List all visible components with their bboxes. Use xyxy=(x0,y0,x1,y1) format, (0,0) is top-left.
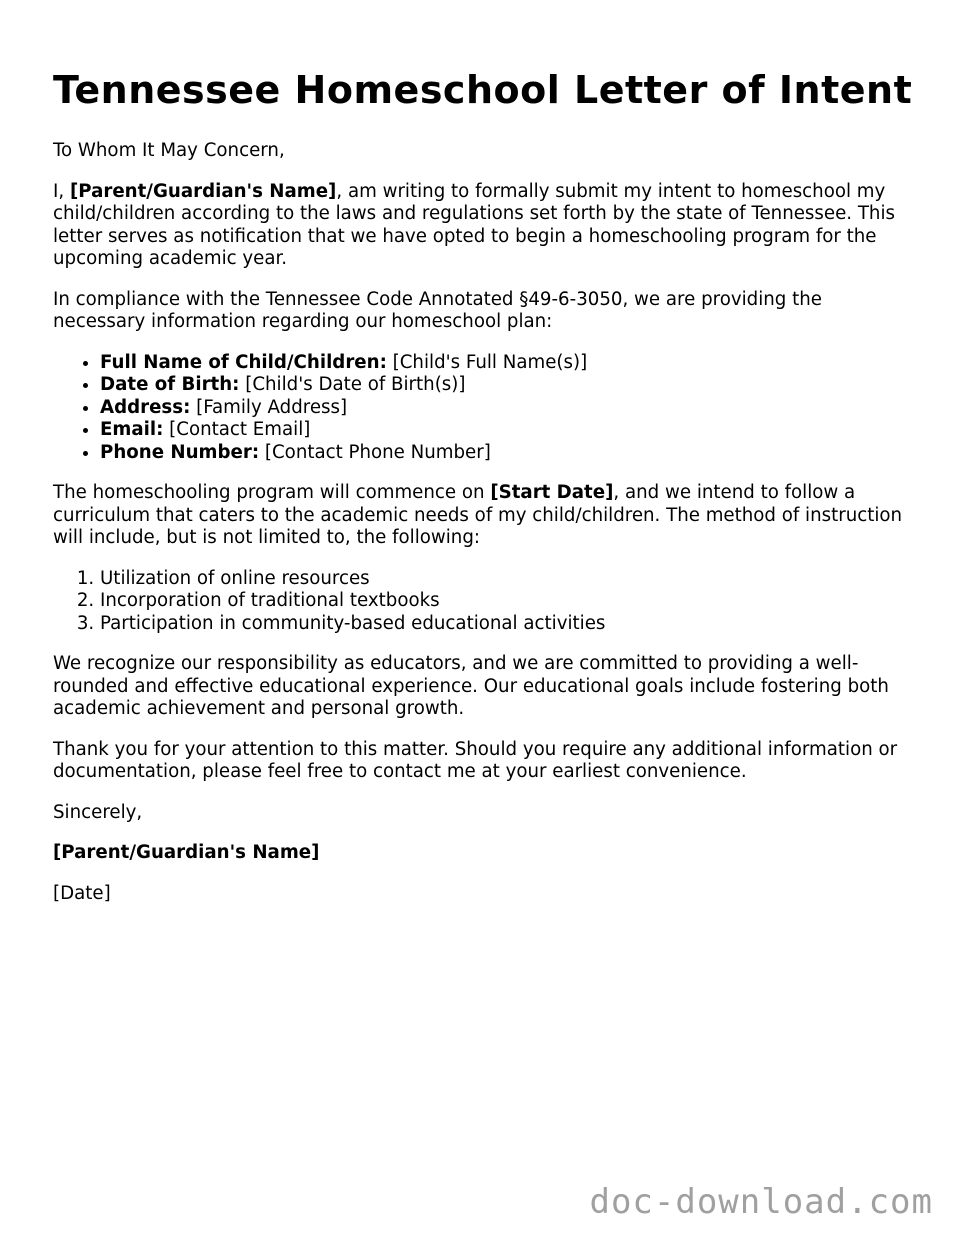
info-label: Email: xyxy=(100,419,164,440)
signature-name-text: [Parent/Guardian's Name] xyxy=(53,842,320,863)
intro-paragraph xyxy=(53,181,913,271)
page-title: Tennessee Homeschool Letter of Intent xyxy=(53,68,913,112)
signature-name xyxy=(53,842,913,865)
info-label: Date of Birth: xyxy=(100,374,240,395)
list-item: 2. Incorporation of traditional textbooks xyxy=(100,590,913,613)
list-item xyxy=(100,442,913,465)
list-item xyxy=(100,419,913,442)
salutation: To Whom It May Concern, xyxy=(53,140,285,161)
program-text: , and we intend to follow a curriculum that caters to the academic needs of my child/children. The method of instruction will include, but is not limited to, the following: xyxy=(53,482,903,548)
methods-list xyxy=(53,568,913,636)
info-value: [Family Address] xyxy=(190,396,348,418)
responsibility-paragraph: We recognize our responsibility as educators, and we are committed to providing a well-rounded and effective educational experience. Our educational goals include fostering both academic achievement and personal growth. xyxy=(53,653,889,719)
parent-name-placeholder: [Parent/Guardian's Name] xyxy=(69,180,337,202)
info-label: Address: xyxy=(100,396,191,418)
info-label: Full Name of Child/Children: xyxy=(100,351,387,373)
list-item: 3. Participation in community-based educational activities xyxy=(100,613,913,636)
info-value: [Contact Phone Number] xyxy=(259,441,491,463)
info-label: Phone Number: xyxy=(100,441,260,463)
info-value: [Contact Email] xyxy=(163,419,311,440)
letter-document xyxy=(53,66,913,923)
info-list xyxy=(53,352,913,465)
list-item xyxy=(100,352,913,375)
closing: Sincerely, xyxy=(53,801,143,823)
thank-you-paragraph: Thank you for your attention to this matter. Should you require any additional information or documentation, please feel free to contact me at your earliest convenience. xyxy=(53,738,898,782)
intro-text: , am writing to formally submit my intent to homeschool my child/children according to the laws and regulations set forth by the state of Tennessee. This letter serves as notification that we have opted to begin a homeschooling program for the upcoming academic year. xyxy=(53,180,895,269)
list-item: 1. Utilization of online resources xyxy=(100,568,913,591)
list-item xyxy=(100,397,913,420)
watermark-text: doc-download.com xyxy=(589,1182,933,1222)
compliance-paragraph: In compliance with the Tennessee Code Annotated §49-6-3050, we are providing the necessary information regarding our homeschool plan: xyxy=(53,288,822,332)
list-item xyxy=(100,374,913,397)
start-date-placeholder: [Start Date] xyxy=(490,482,614,503)
date-placeholder: [Date] xyxy=(53,882,111,904)
program-prefix: The homeschooling program will commence on xyxy=(53,482,491,503)
info-value: [Child's Full Name(s)] xyxy=(386,351,588,373)
program-paragraph xyxy=(53,482,913,550)
intro-prefix: I, xyxy=(53,180,70,202)
info-value: [Child's Date of Birth(s)] xyxy=(239,374,466,395)
